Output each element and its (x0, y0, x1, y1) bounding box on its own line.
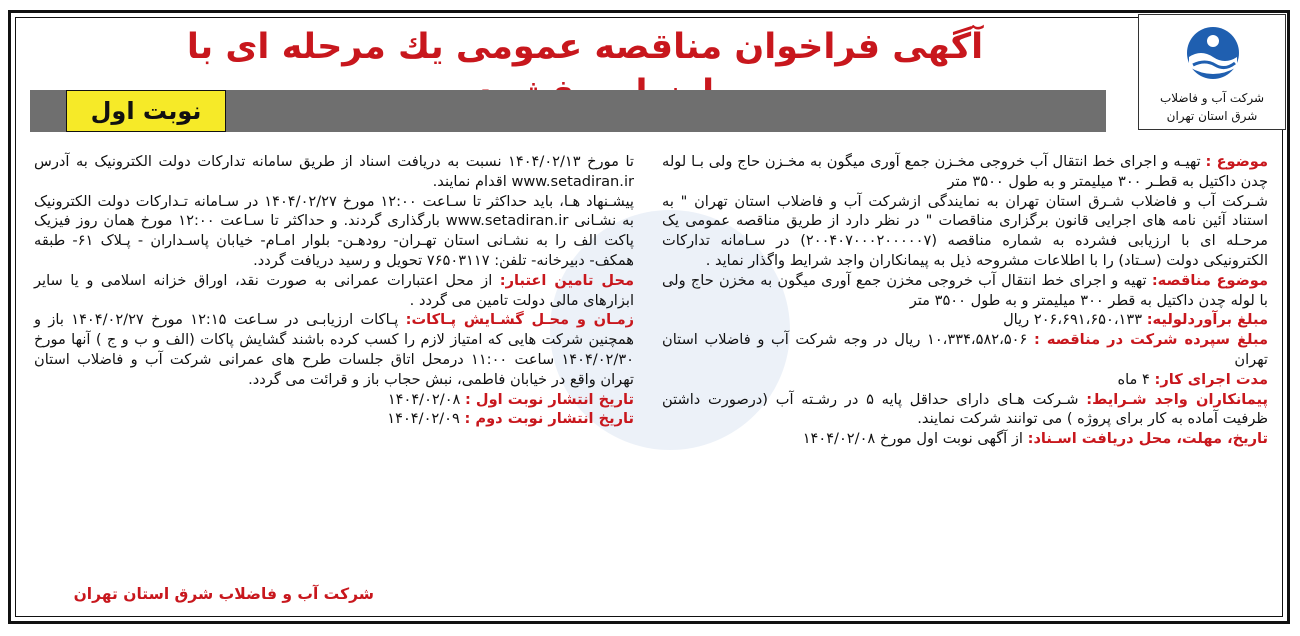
tender-subject-paragraph (662, 271, 1268, 311)
funding-text: از محل اعتبارات عمرانی به صورت نقد، اوراق خزانه اسلامی و یا سایر ابزارهای مالی دولت تامین می گردد . (34, 271, 634, 309)
estimate-text: ۲۰۶،۶۹۱،۶۵۰،۱۳۳ ریال (1003, 311, 1147, 329)
duration-paragraph (662, 370, 1268, 390)
tender-subject-text: تهیه و اجرای خط انتقال آب خروجی مخزن جمع آوری میگون به مخزن حاج ولی با لوله چدن داکتیل به قطر ۳۰۰ میلیمتر و به طول ۳۵۰۰ متر (662, 271, 1268, 309)
docs-continued-text: تا مورخ ۱۴۰۴/۰۲/۱۳ نسبت به دریافت اسناد از طریق سامانه تدارکات دولت الکترونیک به آدرس www.setadiran.ir اقدام نمایند. (34, 153, 634, 190)
company-logo-box (1138, 14, 1286, 130)
docs-paragraph (662, 429, 1268, 449)
proposals-paragraph (34, 192, 634, 271)
company-signature: شرکت آب و فاضلاب شرق استان تهران (73, 585, 374, 603)
left-text-column (34, 152, 634, 429)
second-publication-date: ۱۴۰۴/۰۲/۰۹ (387, 410, 465, 428)
announcement-title: آگهی فراخوان مناقصه عمومی یك مرحله ای با (186, 27, 984, 67)
estimate-label: مبلغ برآوردلولیه: (1146, 311, 1268, 329)
subject-text: تهیـه و اجرای خط انتقال آب خروجی مخـزن جمع آوری میگون به مخـزن حاج ولی بـا لوله چدن داکتیل به قطـر ۳۰۰ میلیمتر و به طول ۳۵۰۰ متر (662, 153, 1268, 190)
logo-company-name-line2: شرق استان تهران (1166, 109, 1258, 123)
opening-paragraph (34, 310, 634, 389)
deposit-label: مبلغ سپرده شرکت در مناقصه : (1033, 331, 1269, 349)
estimate-paragraph (662, 310, 1268, 330)
deposit-text: ۱۰،۳۳۴،۵۸۲،۵۰۶ ریال در وجه شرکت آب و فاضلاب استان تهران (662, 331, 1268, 368)
first-publication-label: تاریخ انتشار نوبت اول : (465, 390, 634, 408)
opening-label: زمـان و محـل گشـایش پـاکات: (405, 311, 635, 329)
intro-text: شـرکت آب و فاضلاب شـرق استان تهران به نمایندگی ازشرکت آب و فاضلاب استان تهران " به استناد آئین نامه های اجرایی قانون برگزاری مناقصات " در نظر دارد از طریق مناقصه عمومی یک مرحـله ای با ارزیابی فشرده به شماره مناقصه (۲۰۰۴۰۷۰۰۰۲۰۰۰۰۰۷) در سـامانه تدارکات الکترونیکی دولت (سـتاد) را با اطلاعات مشروحه ذیل به پیمانکاران واجد شرایط واگذار نماید . (662, 192, 1268, 269)
second-publication-paragraph (34, 409, 634, 429)
funding-label: محل تامین اعتبار: (499, 271, 634, 289)
contractors-label: پیمانکاران واجد شـرایط: (1086, 390, 1268, 408)
right-text-column (662, 152, 1268, 449)
funding-paragraph (34, 271, 634, 311)
contractors-text: شـرکت هـای دارای حداقل پایه ۵ در رشـته آب (درصورت داشتن ظرفیت آماده به کار برای پروژه ) می توانند شرکت نمایند. (662, 390, 1268, 428)
docs-label: تاریخ، مهلت، محل دریافت اسـناد: (1027, 430, 1268, 448)
tender-subject-label: موضوع مناقصه: (1151, 271, 1268, 289)
duration-label: مدت اجرای کار: (1154, 370, 1268, 388)
duration-text: ۴ ماه (1117, 370, 1155, 388)
first-publication-date: ۱۴۰۴/۰۲/۰۸ (387, 390, 466, 408)
docs-continued-paragraph (34, 152, 634, 192)
proposals-text: پیشـنهاد هـا، باید حداکثر تا سـاعت ۱۲:۰۰ مورخ ۱۴۰۴/۰۲/۲۷ در سـامانه تـدارکات دولت الکترونیک به نشـانی www.setadiran.ir بارگذاری گردند. و حداکثر تا سـاعت ۱۲:۰۰ مورخ همان روز فیزیک پاکت الف را به نشـانی استان تهـران- رودهـن- بلوار امـام- خیابان پاسـداران - پـلاک ۶۱- طبقه همکف- دبیرخانه- تلفن: ۷۶۵۰۳۱۱۷ تحویل و رسید دریافت گردد. (34, 192, 634, 269)
logo-company-name-line1: شرکت آب و فاضلاب (1159, 91, 1265, 105)
docs-text: از آگهی نوبت اول مورخ ۱۴۰۴/۰۲/۰۸ (802, 430, 1028, 448)
first-publication-paragraph (34, 390, 634, 410)
opening-text: پـاکات ارزیابـی در سـاعت ۱۲:۱۵ مورخ ۱۴۰۴/۰۲/۲۷ باز و همچنین شرکت هایی که امتیاز لازم را کسب کرده باشند گشایش پاکات (الف و ب و ج ) آنها مورخ ۱۴۰۴/۰۲/۳۰ ساعت ۱۱:۰۰ درمحل اتاق جلسات طرح های عمرانی شرکت آب و فاضلاب استان تهران واقع در خیابان فاطمی، نبش حجاب باز و قرائت می گردد. (34, 311, 634, 388)
second-publication-label: تاریخ انتشار نوبت دوم : (464, 410, 634, 428)
contractors-paragraph (662, 390, 1268, 430)
subject-paragraph (662, 152, 1268, 192)
first-round-badge: نوبت اول (66, 90, 226, 132)
subject-label: موضوع : (1205, 153, 1268, 170)
intro-paragraph (662, 192, 1268, 271)
deposit-paragraph (662, 330, 1268, 370)
water-drop-logo-icon (1183, 23, 1243, 83)
